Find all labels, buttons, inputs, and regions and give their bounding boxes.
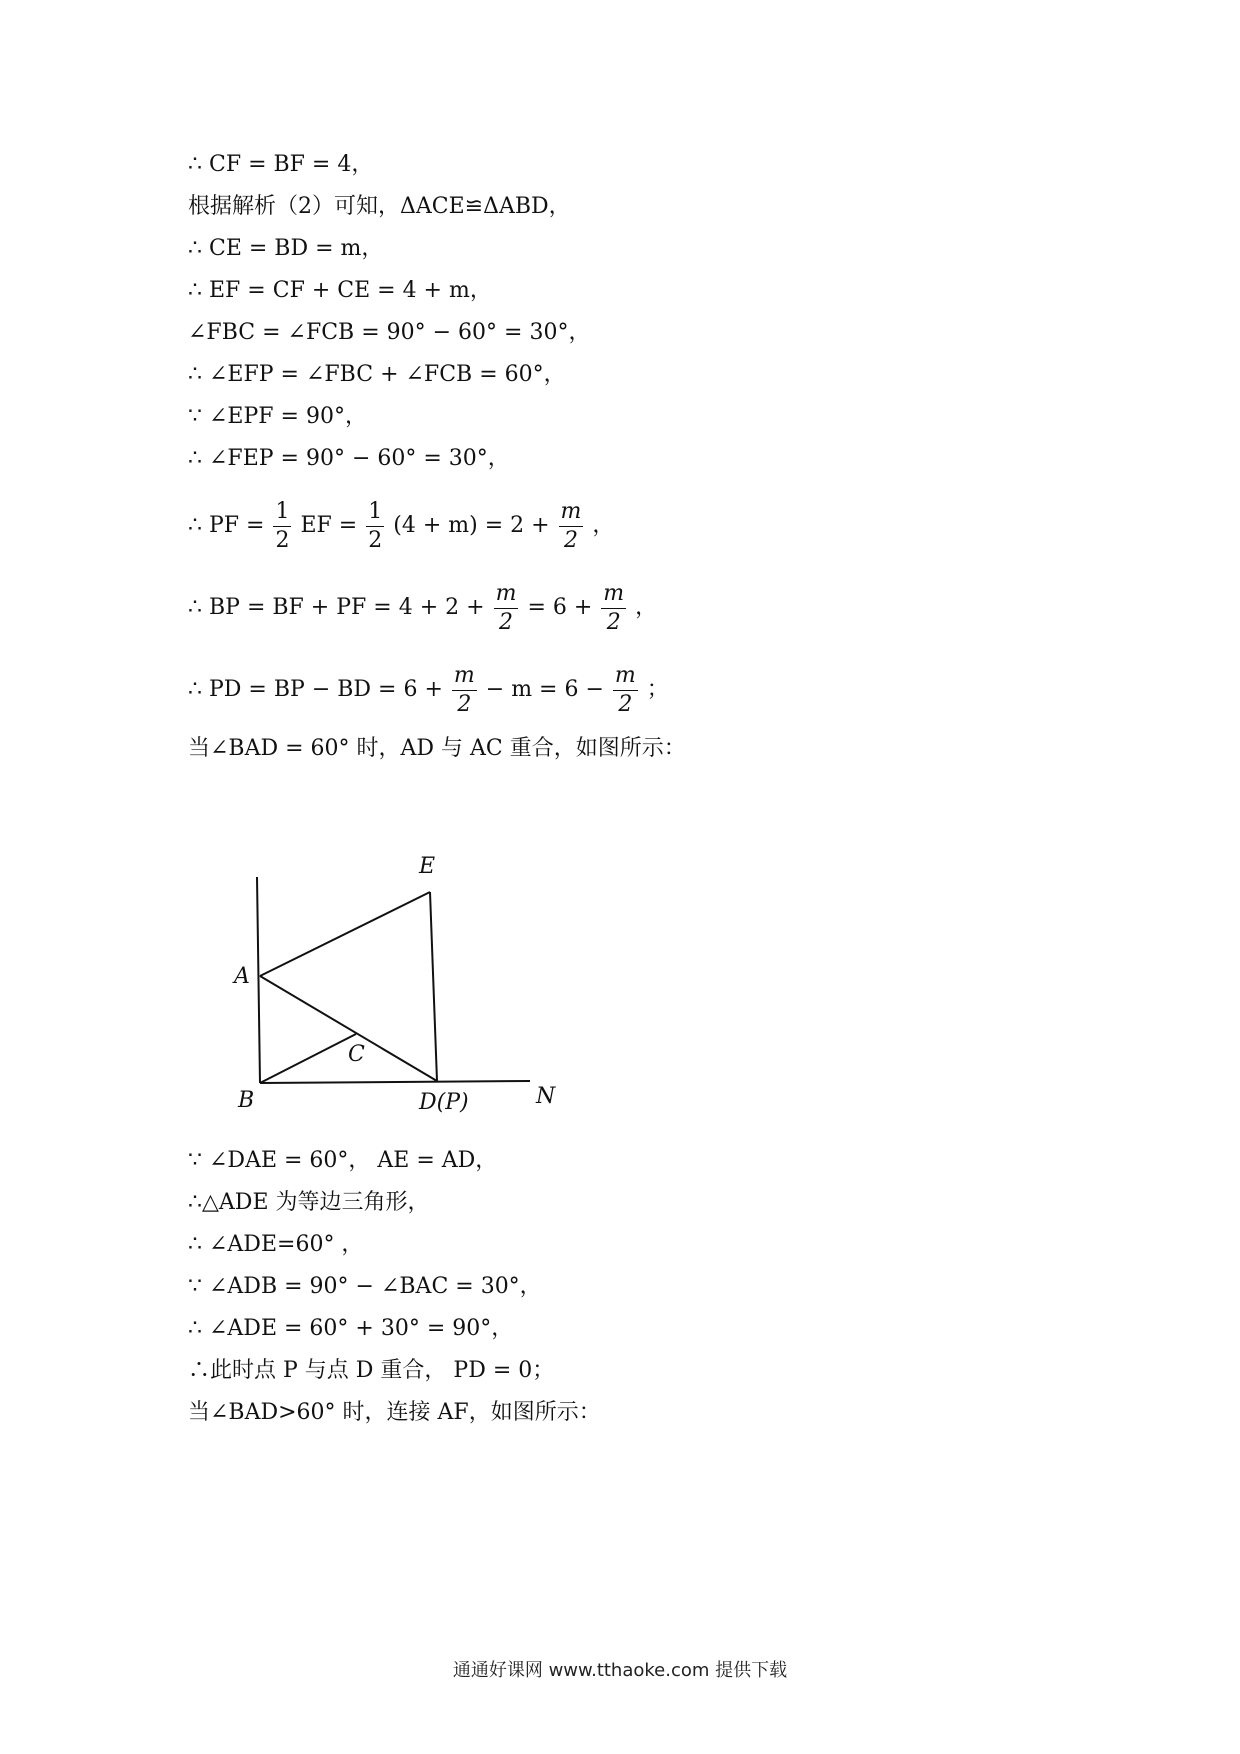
fraction-numerator: m (603, 580, 625, 606)
segment-bc (260, 1034, 356, 1083)
fraction (273, 498, 291, 553)
l10-mid: = 6 + (527, 595, 593, 620)
label-c: C (348, 1042, 365, 1067)
proof-line-1: ∴ CF = BF = 4， (188, 152, 374, 177)
fraction (559, 498, 584, 553)
label-n: N (536, 1084, 556, 1109)
proof-line-11 (188, 660, 669, 720)
proof-line-3: ∴ CE = BD = m， (188, 236, 384, 261)
label-a: A (234, 964, 250, 989)
fraction-denominator: 2 (618, 691, 633, 717)
label-e: E (419, 854, 436, 879)
proof-line-6: ∴ ∠EFP = ∠FBC + ∠FCB = 60°， (188, 362, 566, 387)
l9-lead: ∴ PF = (188, 513, 265, 538)
l11-lead: ∴ PD = BP − BD = 6 + (188, 677, 443, 702)
proof-line-2: 根据解析（2）可知，ΔACE≌ΔABD， (188, 194, 571, 219)
fraction (613, 662, 638, 717)
fraction-numerator: m (560, 498, 582, 524)
fraction-numerator: 1 (275, 498, 290, 524)
proof-line-15: ∴ ∠ADE=60° ， (188, 1232, 364, 1257)
proof-line-14: ∴△ADE 为等边三角形， (188, 1190, 430, 1215)
fraction-denominator: 2 (275, 527, 290, 553)
fraction-numerator: m (614, 662, 636, 688)
fraction-numerator: m (495, 580, 517, 606)
fraction (601, 580, 626, 635)
proof-line-8: ∴ ∠FEP = 90° − 60° = 30°， (188, 446, 510, 471)
proof-line-10 (188, 578, 657, 638)
fraction-denominator: 2 (457, 691, 472, 717)
fraction (494, 580, 519, 635)
fraction (366, 498, 384, 553)
label-b: B (238, 1088, 255, 1113)
page-footer: 通通好课网 www.tthaoke.com 提供下载 (452, 1660, 788, 1681)
proof-line-16: ∵ ∠ADB = 90° − ∠BAC = 30°， (188, 1274, 542, 1299)
l11-mid: − m = 6 − (485, 677, 604, 702)
proof-line-4: ∴ EF = CF + CE = 4 + m， (188, 278, 492, 303)
fraction-numerator: 1 (368, 498, 383, 524)
l9-tail: ， (592, 513, 615, 538)
fraction-denominator: 2 (499, 609, 513, 635)
geometry-figure (220, 835, 580, 1120)
proof-line-5: ∠FBC = ∠FCB = 90° − 60° = 30°， (188, 320, 591, 345)
segment-ae (260, 892, 430, 976)
segment-ed (430, 892, 437, 1081)
proof-line-13: ∵ ∠DAE = 60°， AE = AD， (188, 1148, 498, 1173)
fraction (452, 662, 477, 717)
l11-tail: ； (646, 677, 669, 702)
l9-mid1: EF = (300, 513, 358, 538)
fraction-denominator: 2 (606, 609, 621, 635)
proof-line-18: ∴此时点 P 与点 D 重合， PD = 0； (188, 1358, 555, 1383)
fraction-denominator: 2 (563, 527, 578, 553)
proof-line-12: 当∠BAD = 60° 时，AD 与 AC 重合，如图所示： (188, 736, 686, 761)
ray-bn (260, 1081, 530, 1083)
label-d-p: D(P) (419, 1090, 469, 1115)
vertical-ray-bm (257, 877, 260, 1083)
fraction-numerator: m (453, 662, 475, 688)
l10-tail: ， (635, 595, 658, 620)
proof-line-9 (188, 496, 614, 556)
proof-line-19: 当∠BAD>60° 时，连接 AF，如图所示： (188, 1400, 601, 1425)
proof-line-17: ∴ ∠ADE = 60° + 30° = 90°， (188, 1316, 514, 1341)
l10-lead: ∴ BP = BF + PF = 4 + 2 + (188, 595, 485, 620)
fraction-denominator: 2 (368, 527, 383, 553)
proof-line-7: ∵ ∠EPF = 90°， (188, 404, 367, 429)
l9-mid2: (4 + m) = 2 + (393, 513, 550, 538)
